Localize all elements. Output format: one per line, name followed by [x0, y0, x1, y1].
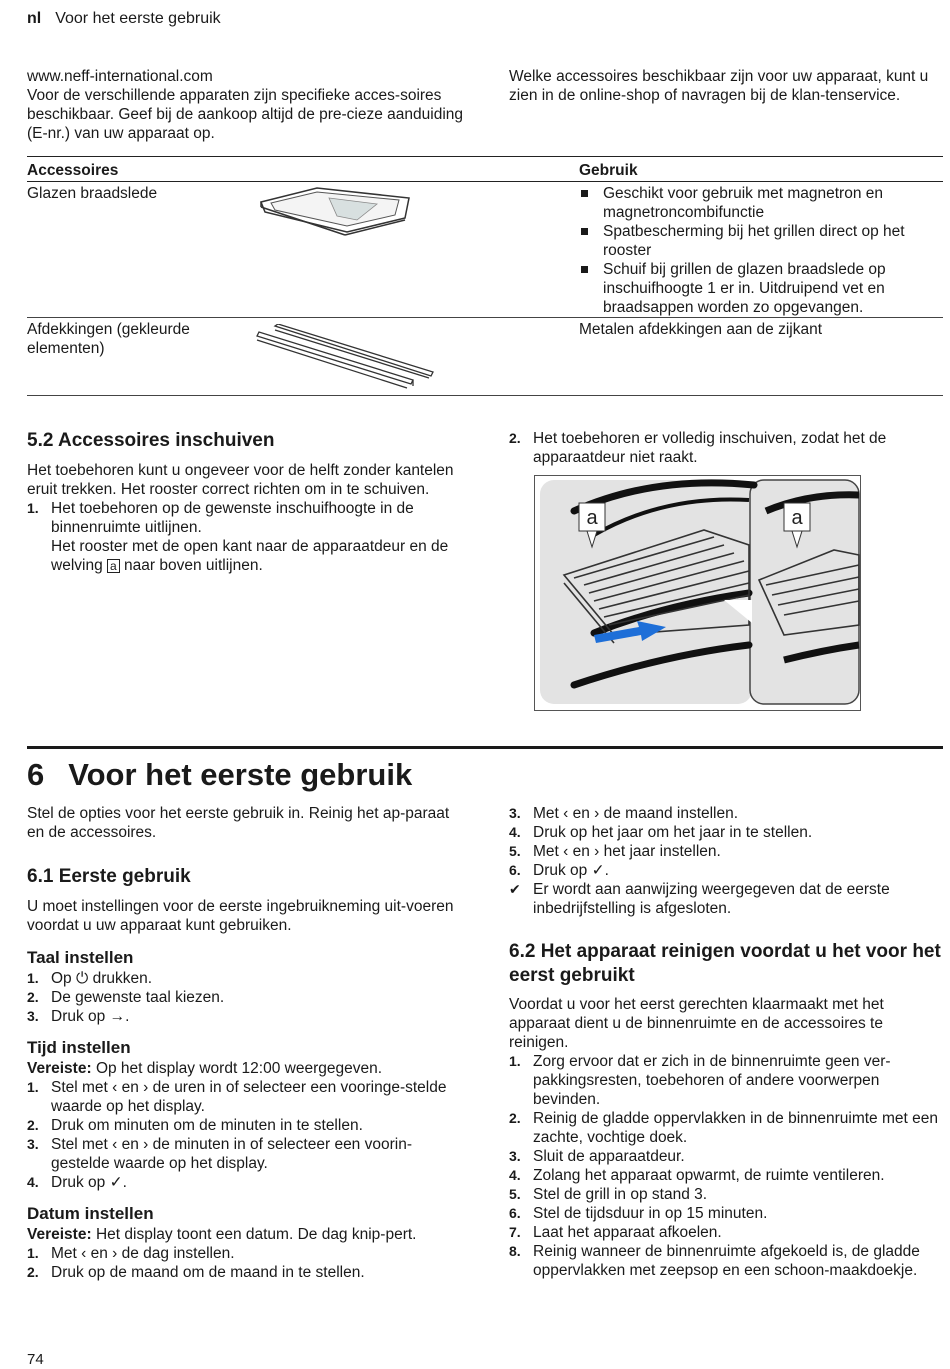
prerequisite-text: Op het display wordt 12:00 weergegeven. — [95, 1060, 383, 1077]
step-list — [27, 499, 467, 575]
list-item: Geschikt voor gebruik met magnetron en magnetroncombifunctie — [579, 184, 943, 222]
step-text: Met ‹ en › de maand instellen. — [533, 805, 739, 822]
step-item — [509, 1109, 944, 1147]
step-text: Druk op ✓. — [51, 1174, 127, 1191]
step-item — [27, 1173, 467, 1192]
step-number: 6. — [509, 862, 521, 878]
step-item — [27, 1007, 467, 1026]
chapter-title: Voor het eerste gebruik — [68, 757, 413, 792]
accessories-table — [27, 156, 943, 396]
step-number: 4. — [509, 824, 521, 840]
step-text: Het toebehoren op de gewenste inschuifhoogte in de binnenruimte uitlijnen. — [51, 500, 414, 536]
use-text: Metalen afdekkingen aan de zijkant — [579, 318, 943, 396]
step-item — [27, 1263, 467, 1282]
step-number: 1. — [27, 1245, 39, 1261]
label-a-key: a — [107, 559, 120, 573]
step-number: 1. — [27, 970, 39, 986]
step-number: 6. — [509, 1205, 521, 1221]
glass-tray-image — [257, 182, 579, 318]
arrow-right-icon: → — [109, 1008, 126, 1025]
col-header-accessories: Accessoires — [27, 157, 257, 182]
prerequisite — [27, 1225, 467, 1244]
list-item: Schuif bij grillen de glazen braadslede op inschuifhoogte 1 er in. Uitdruipend vet en braadsappen worden zo opgevangen. — [579, 260, 943, 317]
step-list — [27, 969, 467, 1026]
website-link[interactable]: www.neff-international.com — [27, 68, 213, 85]
result-item — [509, 880, 944, 918]
step-item — [509, 429, 944, 467]
step-text: Druk op het jaar om het jaar in te stellen. — [533, 824, 813, 841]
step-number: 3. — [27, 1008, 39, 1024]
chapter-intro: Stel de opties voor het eerste gebruik in. Reinig het ap-paraat en de accessoires. — [27, 805, 450, 841]
step-text: Druk om minuten om de minuten in te stellen. — [51, 1117, 363, 1134]
callout-a-right: a — [791, 507, 803, 529]
step-text: Met ‹ en › het jaar instellen. — [533, 843, 721, 860]
step-text: drukken. — [92, 970, 153, 987]
checkmark-icon: ✔ — [509, 881, 521, 897]
page-header — [27, 9, 221, 28]
step-item — [27, 1244, 467, 1263]
prerequisite-label: Vereiste: — [27, 1226, 92, 1243]
step-number: 2. — [27, 989, 39, 1005]
prerequisite-label: Vereiste: — [27, 1060, 92, 1077]
col-header-use: Gebruik — [579, 157, 943, 182]
step-number: 4. — [27, 1174, 39, 1190]
step-item — [509, 823, 944, 842]
step-item — [509, 1242, 944, 1280]
step-text: Reinig wanneer de binnenruimte afgekoeld is, de gladde oppervlakken met zeepsop en een schoon-maakdoekje. — [533, 1243, 920, 1279]
step-list — [509, 804, 944, 918]
callout-a-left: a — [586, 507, 598, 529]
accessory-name: Afdekkingen (gekleurde elementen) — [27, 318, 257, 396]
step-text: Zorg ervoor dat er zich in de binnenruimte geen ver-pakkingsresten, toebehoren of andere voorwerpen bevinden. — [533, 1053, 891, 1108]
result-text: Er wordt aan aanwijzing weergegeven dat de eerste inbedrijfstelling is afgesloten. — [533, 881, 890, 917]
prerequisite — [27, 1059, 467, 1078]
step-text: Reinig de gladde oppervlakken in de binnenruimte met een zachte, vochtige doek. — [533, 1110, 938, 1146]
section-5-2-step2 — [509, 429, 944, 467]
step-number: 2. — [509, 430, 521, 446]
list-item: Spatbescherming bij het grillen direct op het rooster — [579, 222, 943, 260]
step-item — [509, 1166, 944, 1185]
step-number: 5. — [509, 843, 521, 859]
step-text: Zolang het apparaat opwarmt, de ruimte ventileren. — [533, 1167, 885, 1184]
intro-left-text: Voor de verschillende apparaten zijn specifieke acces-soires beschikbaar. Geef bij de aankoop altijd de pre-cieze aanduiding (E-nr.) van uw apparaat op. — [27, 87, 464, 142]
step-item — [509, 1223, 944, 1242]
subheading-date: Datum instellen — [27, 1204, 154, 1223]
side-covers-image — [257, 318, 579, 396]
step-number: 1. — [27, 1079, 39, 1095]
step-text: Laat het apparaat afkoelen. — [533, 1224, 722, 1241]
table-row — [27, 182, 943, 318]
prerequisite-text: Het display toont een datum. De dag knip-pert. — [95, 1226, 417, 1243]
step-number: 3. — [509, 805, 521, 821]
step-list — [509, 1052, 944, 1280]
step-item — [509, 1147, 944, 1166]
intro-right-text: Welke accessoires beschikbaar zijn voor uw apparaat, kunt u zien in de online-shop of navragen bij de klan-tenservice. — [509, 68, 929, 104]
intro-left — [27, 67, 467, 143]
step-item — [27, 1135, 467, 1173]
chapter6-right — [509, 804, 944, 1280]
step-number: 4. — [509, 1167, 521, 1183]
step-number: 3. — [27, 1136, 39, 1152]
step-item — [27, 499, 467, 575]
step-item — [509, 1185, 944, 1204]
table-row — [27, 318, 943, 396]
section-heading: 6.1 Eerste gebruik — [27, 866, 191, 887]
step-number: 8. — [509, 1243, 521, 1259]
step-text: . — [125, 1008, 130, 1025]
step-item — [509, 1204, 944, 1223]
step-list — [509, 429, 944, 467]
section-intro: Voordat u voor het eerst gerechten klaarmaakt met het apparaat dient u de binnenruimte en de accessoires te reinigen. — [509, 996, 884, 1051]
subheading-time: Tijd instellen — [27, 1038, 131, 1057]
step-number: 3. — [509, 1148, 521, 1164]
step-text: Het toebehoren er volledig inschuiven, zodat het de apparaatdeur niet raakt. — [533, 430, 887, 466]
step-text: Druk op — [51, 1008, 106, 1025]
step-number: 2. — [27, 1264, 39, 1280]
step-number: 1. — [27, 500, 39, 516]
step-list — [27, 1244, 467, 1282]
chapter-heading — [27, 756, 412, 794]
step-item — [27, 1078, 467, 1116]
chapter-number: 6 — [27, 757, 45, 792]
step-item — [27, 969, 467, 988]
step-text: Druk op ✓. — [533, 862, 609, 879]
use-cell — [579, 182, 943, 318]
section-heading: 6.2 Het apparaat reinigen voordat u het voor het eerst gebruikt — [509, 941, 941, 986]
step-item — [27, 1116, 467, 1135]
step-number: 1. — [509, 1053, 521, 1069]
intro-right — [509, 67, 944, 105]
step-number: 5. — [509, 1186, 521, 1202]
step-item — [509, 842, 944, 861]
subheading-language: Taal instellen — [27, 948, 134, 967]
chapter-rule — [27, 746, 943, 749]
section-5-2 — [27, 429, 467, 575]
step-text: Stel de grill in op stand 3. — [533, 1186, 708, 1203]
page-number: 74 — [27, 1351, 44, 1368]
step-list — [27, 1078, 467, 1192]
step-item — [509, 1052, 944, 1109]
step-text: Druk op de maand om de maand in te stellen. — [51, 1264, 365, 1281]
power-icon: ⏻ — [76, 970, 89, 987]
step-number: 7. — [509, 1224, 521, 1240]
col-header-image — [257, 157, 579, 182]
running-title: Voor het eerste gebruik — [55, 10, 221, 27]
step-text: Stel met ‹ en › de uren in of selecteer een vooringe-stelde waarde op het display. — [51, 1079, 447, 1115]
step-item — [27, 988, 467, 1007]
step-text: Op — [51, 970, 72, 987]
step-detail: naar boven uitlijnen. — [124, 557, 263, 574]
section-heading: 5.2 Accessoires inschuiven — [27, 430, 275, 451]
language-code: nl — [27, 10, 42, 27]
rack-insertion-figure — [534, 475, 861, 711]
step-item — [509, 804, 944, 823]
accessory-name: Glazen braadslede — [27, 182, 257, 318]
step-number: 2. — [509, 1110, 521, 1126]
step-item — [509, 861, 944, 880]
step-text: De gewenste taal kiezen. — [51, 989, 225, 1006]
section-intro: U moet instellingen voor de eerste ingebruikneming uit-voeren voordat u uw apparaat kunt gebruiken. — [27, 898, 454, 934]
use-list — [579, 184, 943, 317]
step-detail: Het rooster met de open kant naar de apparaatdeur en de welving — [51, 538, 449, 574]
step-text: Stel met ‹ en › de minuten in of selecteer een voorin-gestelde waarde op het display. — [51, 1136, 412, 1172]
chapter6-left — [27, 804, 467, 1282]
step-text: Met ‹ en › de dag instellen. — [51, 1245, 235, 1262]
step-text: Sluit de apparaatdeur. — [533, 1148, 685, 1165]
step-text: Stel de tijdsduur in op 15 minuten. — [533, 1205, 768, 1222]
step-number: 2. — [27, 1117, 39, 1133]
section-intro: Het toebehoren kunt u ongeveer voor de helft zonder kantelen eruit trekken. Het rooster correct richten om in te schuiven. — [27, 462, 454, 498]
